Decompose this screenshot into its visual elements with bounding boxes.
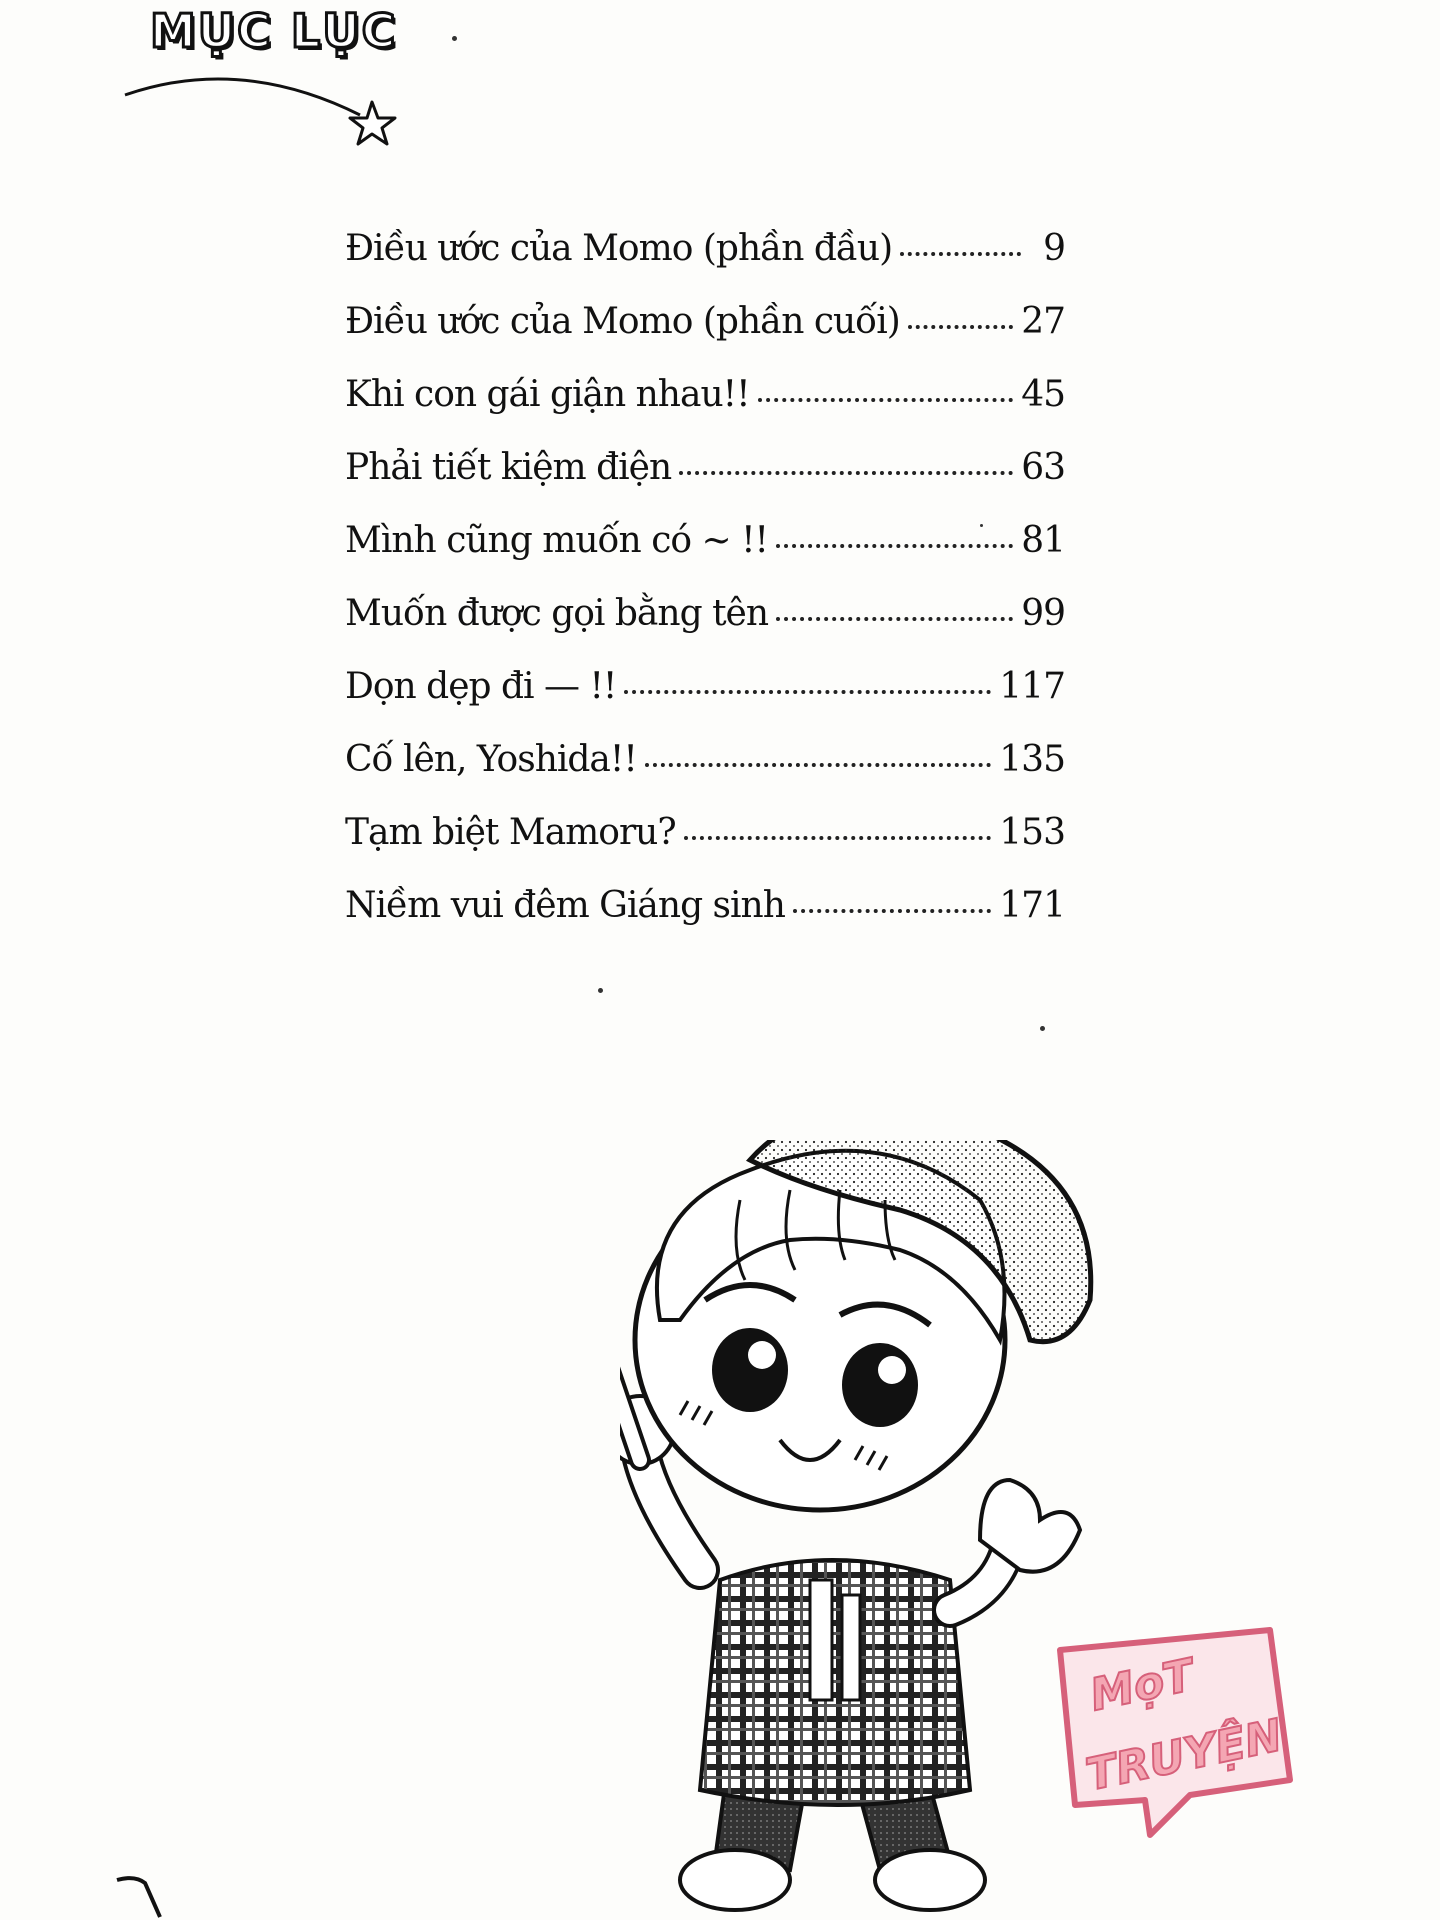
toc-entry-page: 81 (1021, 520, 1065, 561)
toc-entry-page: 45 (1021, 374, 1065, 415)
toc-entry-title: Phải tiết kiệm điện (345, 447, 672, 488)
star-outline-icon (120, 60, 410, 150)
ink-speck (598, 988, 603, 993)
toc-entry-page: 153 (999, 812, 1065, 853)
toc-entry[interactable] (345, 885, 1065, 958)
ink-speck (452, 36, 457, 41)
dot-leader (908, 325, 1013, 329)
toc-list (345, 228, 1065, 958)
ink-speck (980, 524, 983, 527)
toc-entry[interactable] (345, 593, 1065, 666)
corner-ink-mark (115, 1875, 185, 1920)
toc-entry-page: 27 (1021, 301, 1065, 342)
dot-leader (684, 836, 992, 840)
toc-entry-page: 99 (1021, 593, 1065, 634)
dot-leader (776, 617, 1013, 621)
dot-leader (900, 252, 1021, 256)
dot-leader (776, 544, 1013, 548)
toc-entry[interactable] (345, 812, 1065, 885)
toc-entry[interactable] (345, 447, 1065, 520)
watermark-text-line1: MọT (1085, 1649, 1199, 1722)
dot-leader (793, 909, 991, 913)
toc-entry-title: Cố lên, Yoshida!! (345, 739, 637, 780)
toc-entry-title: Điều ước của Momo (phần cuối) (345, 301, 900, 342)
watermark-text-line2: TRUYỆN (1081, 1709, 1287, 1802)
toc-entry[interactable] (345, 520, 1065, 593)
toc-entry-title: Muốn được gọi bằng tên (345, 593, 769, 634)
dot-leader (624, 690, 991, 694)
toc-entry[interactable] (345, 666, 1065, 739)
toc-entry-page: 135 (999, 739, 1065, 780)
toc-entry-page: 63 (1021, 447, 1065, 488)
toc-entry-page: 171 (999, 885, 1065, 926)
watermark-logo (1040, 1620, 1300, 1850)
toc-entry-title: Dọn dẹp đi — !! (345, 666, 617, 707)
page-title: MỤC LỤC (150, 4, 398, 58)
toc-entry-page: 117 (999, 666, 1065, 707)
toc-entry[interactable] (345, 739, 1065, 812)
toc-entry-page: 9 (1043, 228, 1065, 269)
toc-entry-title: Tạm biệt Mamoru? (345, 812, 676, 853)
dot-leader (679, 471, 1013, 475)
toc-entry-title: Niềm vui đêm Giáng sinh (345, 885, 785, 926)
toc-entry-title: Điều ước của Momo (phần đầu) (345, 228, 893, 269)
toc-entry-title: Khi con gái giận nhau!! (345, 374, 750, 415)
toc-entry[interactable] (345, 228, 1065, 301)
toc-entry-title: Mình cũng muốn có ~ !! (345, 520, 769, 561)
dot-leader (758, 398, 1014, 402)
toc-entry[interactable] (345, 374, 1065, 447)
toc-entry[interactable] (345, 301, 1065, 374)
ink-speck (1040, 1026, 1045, 1031)
dot-leader (645, 763, 991, 767)
